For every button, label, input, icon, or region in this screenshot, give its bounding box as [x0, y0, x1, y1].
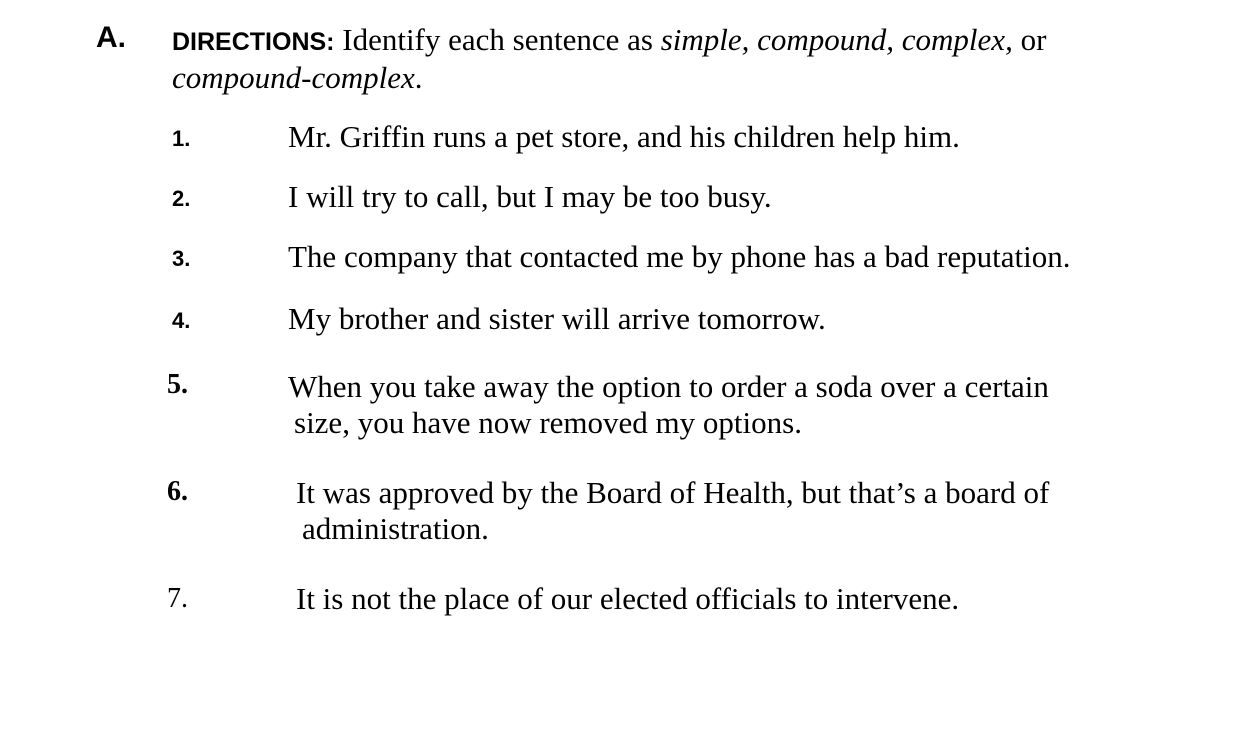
- item-sentence-3: [288, 239, 1070, 275]
- item-sentence-5-line-1: When you take away the option to order a soda over a certain: [288, 369, 1049, 404]
- directions-text: Identify each sentence as: [334, 22, 661, 57]
- item-number-4: 4.: [172, 308, 191, 333]
- item-sentence-1-line-1: Mr. Griffin runs a pet store, and his children help him.: [288, 119, 960, 154]
- item-sentence-2: [288, 179, 772, 215]
- directions-or: or: [1012, 22, 1047, 57]
- item-sentence-4-line-1: My brother and sister will arrive tomorrow.: [288, 301, 826, 336]
- item-sentence-5-line-2: size, you have now removed my options.: [294, 405, 802, 440]
- item-sentence-2-line-1: I will try to call, but I may be too busy.: [288, 179, 772, 214]
- item-sentence-6: [296, 475, 1049, 547]
- directions: [172, 22, 1132, 96]
- item-number-6: 6.: [167, 476, 188, 507]
- directions-label: DIRECTIONS:: [172, 28, 335, 56]
- item-sentence-6-line-1: It was approved by the Board of Health, but that’s a board of: [296, 475, 1050, 510]
- directions-period: .: [414, 60, 423, 95]
- directions-options: simple, compound, complex,: [660, 22, 1013, 57]
- directions-last-option: compound-complex: [172, 60, 415, 95]
- item-sentence-3-line-1: The company that contacted me by phone has a bad reputation.: [288, 239, 1071, 274]
- item-sentence-6-line-2: administration.: [302, 511, 489, 546]
- item-sentence-5: [288, 369, 1049, 441]
- item-number-2: 2.: [172, 186, 191, 211]
- item-number-5: 5.: [167, 369, 188, 400]
- item-sentence-7: [296, 581, 959, 617]
- item-number-1: 1.: [172, 126, 191, 151]
- item-sentence-4: [288, 301, 826, 337]
- section-letter: A.: [96, 21, 126, 54]
- item-sentence-7-line-1: It is not the place of our elected officials to intervene.: [296, 581, 960, 616]
- item-number-3: 3.: [172, 246, 191, 271]
- item-sentence-1: [288, 119, 960, 155]
- item-number-7: 7.: [167, 583, 188, 614]
